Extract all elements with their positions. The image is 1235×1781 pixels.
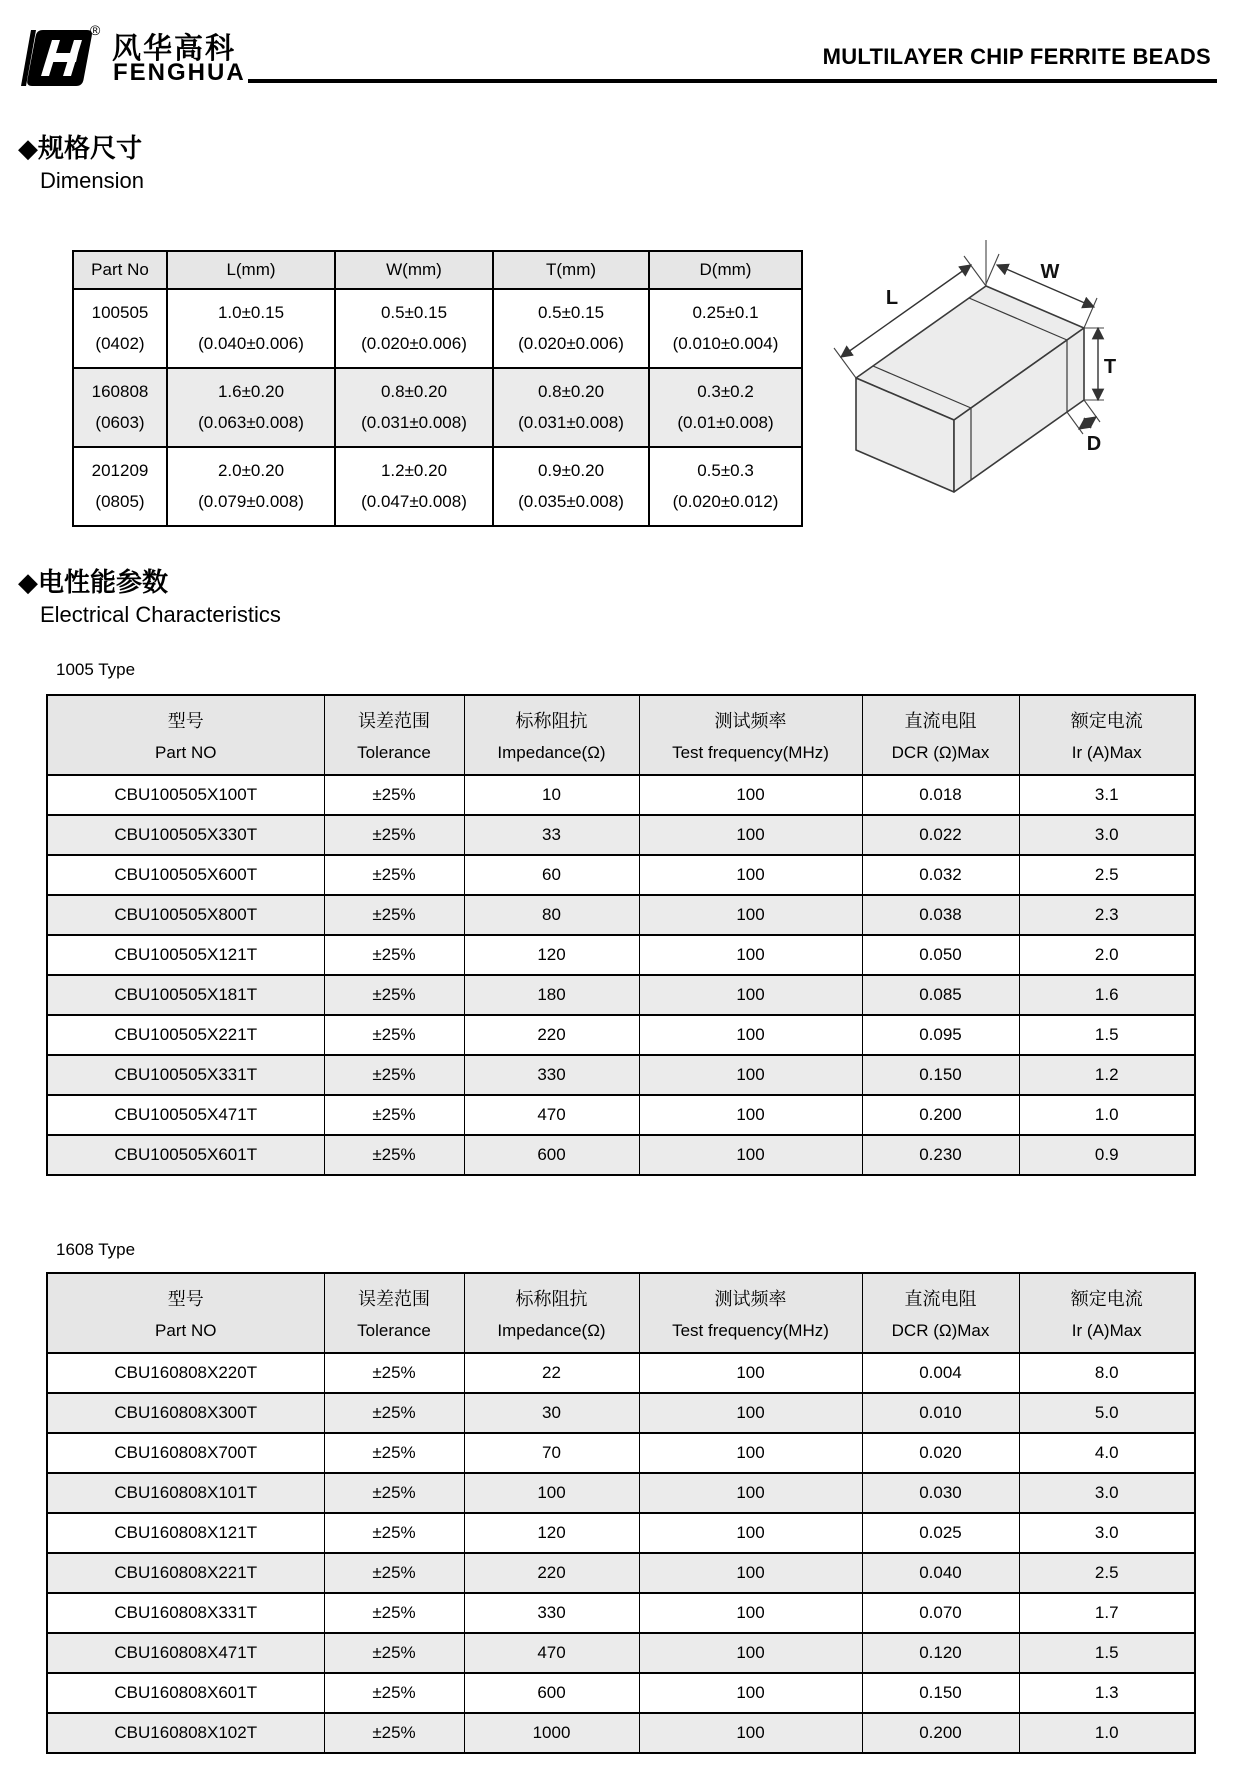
section-heading-dimension-cn: ◆规格尺寸 <box>18 133 142 163</box>
cell-dcr: 0.025 <box>862 1513 1019 1553</box>
cell-part-no: CBU160808X331T <box>47 1593 324 1633</box>
cell-rated-current: 1.6 <box>1019 975 1195 1015</box>
cell-impedance: 120 <box>464 935 639 975</box>
table-row <box>47 815 1195 855</box>
cell-tolerance: ±25% <box>324 1433 464 1473</box>
cell-part-no: CBU100505X221T <box>47 1015 324 1055</box>
cell-dcr: 0.050 <box>862 935 1019 975</box>
table-row <box>47 1353 1195 1393</box>
cell-tolerance: ±25% <box>324 815 464 855</box>
table-row <box>47 1015 1195 1055</box>
table-row <box>47 975 1195 1015</box>
cell-dcr: 0.038 <box>862 895 1019 935</box>
cell-dcr: 0.095 <box>862 1015 1019 1055</box>
table-row <box>47 1633 1195 1673</box>
table-row <box>47 1095 1195 1135</box>
header-rule <box>248 79 1217 83</box>
cell-tolerance: ±25% <box>324 975 464 1015</box>
cell-part-no: CBU100505X100T <box>47 775 324 815</box>
cell-test-frequency: 100 <box>639 1393 862 1433</box>
cell-tolerance: ±25% <box>324 935 464 975</box>
table-row <box>47 1473 1195 1513</box>
logo-text-english: FENGHUA <box>113 59 246 86</box>
cell-rated-current: 1.2 <box>1019 1055 1195 1095</box>
table-row: 100505 (0402) 1.0±0.15 (0.040±0.006) 0.5±0.15 (0.020±0.006) 0.5±0.15 (0.020±0.006) 0.25±0.1 (0.010±0.004) <box>73 289 802 368</box>
cell-tolerance: ±25% <box>324 1633 464 1673</box>
electrical-table-header <box>47 695 1195 775</box>
cell-test-frequency: 100 <box>639 815 862 855</box>
cell-impedance: 22 <box>464 1353 639 1393</box>
type-label-1005: 1005 Type <box>56 660 136 679</box>
cell-dcr: 0.150 <box>862 1055 1019 1095</box>
cell-test-frequency: 100 <box>639 1055 862 1095</box>
chip-dimension-diagram <box>826 228 1166 518</box>
cell-part-no: CBU160808X700T <box>47 1433 324 1473</box>
cell-impedance: 120 <box>464 1513 639 1553</box>
cell-part-no: CBU160808X220T <box>47 1353 324 1393</box>
cell-test-frequency: 100 <box>639 1135 862 1175</box>
col-header-tolerance: 误差范围 Tolerance <box>324 695 464 775</box>
cell-dcr: 0.200 <box>862 1095 1019 1135</box>
cell-dcr: 0.022 <box>862 815 1019 855</box>
cell-rated-current: 3.0 <box>1019 815 1195 855</box>
electrical-table-body <box>47 775 1195 1175</box>
col-header-part-no: Part No <box>73 251 167 289</box>
cell-tolerance: ±25% <box>324 1015 464 1055</box>
diagram-label-t: T <box>1103 356 1117 378</box>
cell-rated-current: 2.5 <box>1019 855 1195 895</box>
col-header-impedance: 标称阻抗 Impedance(Ω) <box>464 1273 639 1353</box>
cell-impedance: 600 <box>464 1673 639 1713</box>
cell-impedance: 330 <box>464 1055 639 1095</box>
cell-tolerance: ±25% <box>324 1135 464 1175</box>
cell-dcr: 0.040 <box>862 1553 1019 1593</box>
cell-part-no: CBU160808X102T <box>47 1713 324 1753</box>
table-row <box>47 1055 1195 1095</box>
cell-rated-current: 1.7 <box>1019 1593 1195 1633</box>
section-heading-electrical-en: Electrical Characteristics <box>40 602 281 627</box>
dimension-table-header <box>73 251 802 289</box>
cell-rated-current: 3.1 <box>1019 775 1195 815</box>
cell-dcr: 0.032 <box>862 855 1019 895</box>
cell-tolerance: ±25% <box>324 1095 464 1135</box>
col-header-tolerance: 误差范围 Tolerance <box>324 1273 464 1353</box>
table-row <box>47 1713 1195 1753</box>
table-row: 201209 (0805) 2.0±0.20 (0.079±0.008) 1.2±0.20 (0.047±0.008) 0.9±0.20 (0.035±0.008) 0.5±0.3 (0.020±0.012) <box>73 447 802 526</box>
table-row <box>47 1673 1195 1713</box>
col-header-part-no: 型号 Part NO <box>47 1273 324 1353</box>
col-header-rated-current: 额定电流 Ir (A)Max <box>1019 1273 1195 1353</box>
cell-tolerance: ±25% <box>324 1055 464 1095</box>
cell-rated-current: 3.0 <box>1019 1473 1195 1513</box>
type-label-1608: 1608 Type <box>56 1240 136 1259</box>
cell-test-frequency: 100 <box>639 1095 862 1135</box>
cell-part-no: CBU160808X471T <box>47 1633 324 1673</box>
cell-test-frequency: 100 <box>639 775 862 815</box>
col-header-dcr: 直流电阻 DCR (Ω)Max <box>862 1273 1019 1353</box>
cell-dcr: 0.070 <box>862 1593 1019 1633</box>
col-header-test-frequency: 测试频率 Test frequency(MHz) <box>639 695 862 775</box>
col-header-impedance: 标称阻抗 Impedance(Ω) <box>464 695 639 775</box>
col-header-d: D(mm) <box>649 251 802 289</box>
cell-part-no: CBU100505X181T <box>47 975 324 1015</box>
logo-text-chinese: 风华高科 <box>112 33 237 65</box>
table-row <box>47 895 1195 935</box>
cell-test-frequency: 100 <box>639 1633 862 1673</box>
dimension-table <box>72 250 803 527</box>
cell-impedance: 10 <box>464 775 639 815</box>
registered-trademark-symbol: ® <box>90 22 101 38</box>
section-heading-dimension-en: Dimension <box>40 168 144 193</box>
cell-rated-current: 1.0 <box>1019 1095 1195 1135</box>
cell-tolerance: ±25% <box>324 775 464 815</box>
cell-impedance: 330 <box>464 1593 639 1633</box>
cell-part-no: CBU100505X330T <box>47 815 324 855</box>
cell-test-frequency: 100 <box>639 1593 862 1633</box>
cell-test-frequency: 100 <box>639 975 862 1015</box>
cell-part-no: CBU100505X331T <box>47 1055 324 1095</box>
cell-test-frequency: 100 <box>639 935 862 975</box>
col-header-t: T(mm) <box>493 251 649 289</box>
cell-test-frequency: 100 <box>639 1433 862 1473</box>
cell-test-frequency: 100 <box>639 1553 862 1593</box>
cell-tolerance: ±25% <box>324 1593 464 1633</box>
cell-impedance: 180 <box>464 975 639 1015</box>
col-header-rated-current: 额定电流 Ir (A)Max <box>1019 695 1195 775</box>
electrical-table-1005 <box>46 694 1196 1176</box>
cell-rated-current: 2.5 <box>1019 1553 1195 1593</box>
table-row <box>47 775 1195 815</box>
cell-part-no: CBU160808X221T <box>47 1553 324 1593</box>
cell-impedance: 33 <box>464 815 639 855</box>
table-row <box>47 855 1195 895</box>
cell-test-frequency: 100 <box>639 1015 862 1055</box>
cell-test-frequency: 100 <box>639 855 862 895</box>
table-row <box>47 935 1195 975</box>
cell-part-no: CBU160808X121T <box>47 1513 324 1553</box>
cell-tolerance: ±25% <box>324 1673 464 1713</box>
cell-rated-current: 8.0 <box>1019 1353 1195 1393</box>
cell-part-no: CBU160808X101T <box>47 1473 324 1513</box>
cell-impedance: 600 <box>464 1135 639 1175</box>
cell-test-frequency: 100 <box>639 895 862 935</box>
cell-part-no: CBU100505X121T <box>47 935 324 975</box>
cell-dcr: 0.085 <box>862 975 1019 1015</box>
cell-part-no: CBU100505X601T <box>47 1135 324 1175</box>
cell-dcr: 0.120 <box>862 1633 1019 1673</box>
col-header-w: W(mm) <box>335 251 493 289</box>
dimension-table-body <box>73 289 802 526</box>
fenghua-logo-icon <box>16 24 94 92</box>
table-row <box>47 1393 1195 1433</box>
cell-impedance: 470 <box>464 1633 639 1673</box>
cell-rated-current: 2.0 <box>1019 935 1195 975</box>
cell-part-no: CBU100505X600T <box>47 855 324 895</box>
table-row <box>47 1135 1195 1175</box>
cell-impedance: 100 <box>464 1473 639 1513</box>
cell-tolerance: ±25% <box>324 1513 464 1553</box>
cell-test-frequency: 100 <box>639 1513 862 1553</box>
cell-dcr: 0.020 <box>862 1433 1019 1473</box>
cell-tolerance: ±25% <box>324 1473 464 1513</box>
cell-impedance: 220 <box>464 1015 639 1055</box>
electrical-table-header <box>47 1273 1195 1353</box>
cell-impedance: 1000 <box>464 1713 639 1753</box>
cell-dcr: 0.004 <box>862 1353 1019 1393</box>
section-heading-electrical-cn: ◆电性能参数 <box>18 567 168 597</box>
cell-impedance: 70 <box>464 1433 639 1473</box>
cell-tolerance: ±25% <box>324 895 464 935</box>
cell-tolerance: ±25% <box>324 1393 464 1433</box>
cell-rated-current: 5.0 <box>1019 1393 1195 1433</box>
cell-impedance: 220 <box>464 1553 639 1593</box>
cell-dcr: 0.030 <box>862 1473 1019 1513</box>
cell-rated-current: 1.5 <box>1019 1015 1195 1055</box>
col-header-test-frequency: 测试频率 Test frequency(MHz) <box>639 1273 862 1353</box>
cell-tolerance: ±25% <box>324 855 464 895</box>
col-header-dcr: 直流电阻 DCR (Ω)Max <box>862 695 1019 775</box>
cell-rated-current: 1.3 <box>1019 1673 1195 1713</box>
cell-impedance: 30 <box>464 1393 639 1433</box>
cell-tolerance: ±25% <box>324 1713 464 1753</box>
cell-dcr: 0.200 <box>862 1713 1019 1753</box>
electrical-table-body <box>47 1353 1195 1753</box>
cell-rated-current: 0.9 <box>1019 1135 1195 1175</box>
cell-part-no: CBU160808X300T <box>47 1393 324 1433</box>
table-row <box>47 1433 1195 1473</box>
cell-dcr: 0.150 <box>862 1673 1019 1713</box>
cell-rated-current: 1.0 <box>1019 1713 1195 1753</box>
cell-rated-current: 3.0 <box>1019 1513 1195 1553</box>
cell-impedance: 80 <box>464 895 639 935</box>
electrical-table-1608 <box>46 1272 1196 1754</box>
cell-dcr: 0.010 <box>862 1393 1019 1433</box>
cell-test-frequency: 100 <box>639 1353 862 1393</box>
cell-part-no: CBU160808X601T <box>47 1673 324 1713</box>
col-header-part-no: 型号 Part NO <box>47 695 324 775</box>
cell-test-frequency: 100 <box>639 1473 862 1513</box>
table-row: 160808 (0603) 1.6±0.20 (0.063±0.008) 0.8±0.20 (0.031±0.008) 0.8±0.20 (0.031±0.008) 0.3±0.2 (0.01±0.008) <box>73 368 802 447</box>
cell-impedance: 470 <box>464 1095 639 1135</box>
cell-rated-current: 1.5 <box>1019 1633 1195 1673</box>
diagram-label-d: D <box>1086 433 1102 455</box>
cell-tolerance: ±25% <box>324 1553 464 1593</box>
col-header-l: L(mm) <box>167 251 335 289</box>
diagram-label-w: W <box>1040 261 1060 283</box>
cell-dcr: 0.018 <box>862 775 1019 815</box>
cell-part-no: CBU100505X471T <box>47 1095 324 1135</box>
diagram-label-l: L <box>885 287 899 309</box>
cell-test-frequency: 100 <box>639 1673 862 1713</box>
cell-rated-current: 2.3 <box>1019 895 1195 935</box>
cell-rated-current: 4.0 <box>1019 1433 1195 1473</box>
cell-impedance: 60 <box>464 855 639 895</box>
doc-title: MULTILAYER CHIP FERRITE BEADS <box>822 44 1211 69</box>
cell-dcr: 0.230 <box>862 1135 1019 1175</box>
cell-tolerance: ±25% <box>324 1353 464 1393</box>
cell-part-no: CBU100505X800T <box>47 895 324 935</box>
table-row <box>47 1553 1195 1593</box>
cell-test-frequency: 100 <box>639 1713 862 1753</box>
table-row <box>47 1593 1195 1633</box>
table-row <box>47 1513 1195 1553</box>
